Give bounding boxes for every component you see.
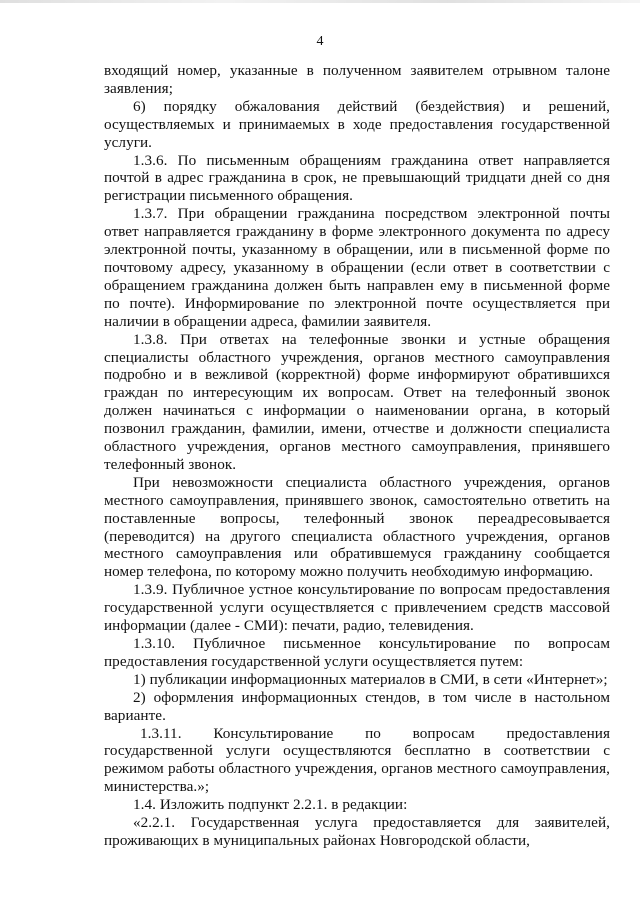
document-body — [104, 62, 610, 850]
paragraph-1-3-10: 1.3.10. Публичное письменное консультирование по вопросам предоставления государственной услуги осуществляется путем: — [104, 635, 610, 670]
paragraph-1-4: 1.4. Изложить подпункт 2.2.1. в редакции: — [133, 796, 408, 814]
paragraph-1-3-9: 1.3.9. Публичное устное консультирование по вопросам предоставления государственной услуги осуществляется с привлечением средств массовой информации (далее - СМИ): печати, радио, телевидения. — [104, 581, 610, 635]
paragraph-1-3-7: 1.3.7. При обращении гражданина посредством электронной почты ответ направляется гражданину в форме электронного документа по адресу электронной почты, указанному в обращении, или в письменной форме по почтовому адресу, указанному в обращении (если ответ в соответствии с обращением гражданина должен быть направлен ему в письменной форме по почте). Информирование по электронной почте осуществляется при наличии в обращении адреса, фамилии заявителя. — [104, 205, 610, 330]
paragraph-item-6: 6) порядку обжалования действий (бездействия) и решений, осуществляемых и принимаемых в ходе предоставления государственной услуги. — [104, 97, 610, 151]
paragraph-1-3-8: 1.3.8. При ответах на телефонные звонки и устные обращения специалисты областного учреждения, органов местного самоуправления подробно и в вежливой (корректной) форме информируют обратившихся граждан по интересующим их вопросам. Ответ на телефонный звонок должен начинаться с информации о наименовании органа, в который позвонил гражданин, фамилии, имени, отчестве и должности специалиста областного учреждения, органов местного самоуправления, принявшего телефонный звонок. — [104, 330, 610, 473]
paragraph-list-item-1: 1) публикации информационных материалов в СМИ, в сети «Интернет»; — [133, 670, 608, 688]
page-number: 4 — [316, 34, 324, 49]
paragraph-2-2-1: «2.2.1. Государственная услуга предоставляется для заявителей, проживающих в муниципальных районах Новгородской области, — [104, 814, 610, 849]
paragraph-1-3-11: 1.3.11. Консультирование по вопросам предоставления государственной услуги осуществляются бесплатно в соответствии с режимом работы областного учреждения, органов местного самоуправления, министерства.»; — [104, 724, 610, 796]
paragraph-list-item-2: 2) оформления информационных стендов, в том числе в настольном варианте. — [104, 688, 610, 724]
paragraph-phone-redirect: При невозможности специалиста областного учреждения, органов местного самоуправления, принявшего звонок, самостоятельно ответить на поставленные вопросы, телефонный звонок переадресовывается (переводится) на другого специалиста областного учреждения, органов местного самоуправления или обратившемуся гражданину сообщается номер телефона, по которому можно получить необходимую информацию. — [104, 473, 610, 581]
scan-edge — [0, 0, 640, 3]
paragraph-continuation: входящий номер, указанные в полученном заявителем отрывном талоне заявления; — [104, 62, 610, 97]
paragraph-1-3-6: 1.3.6. По письменным обращениям гражданина ответ направляется почтой в адрес гражданина в срок, не превышающий тридцати дней со дня регистрации письменного обращения. — [104, 151, 610, 205]
